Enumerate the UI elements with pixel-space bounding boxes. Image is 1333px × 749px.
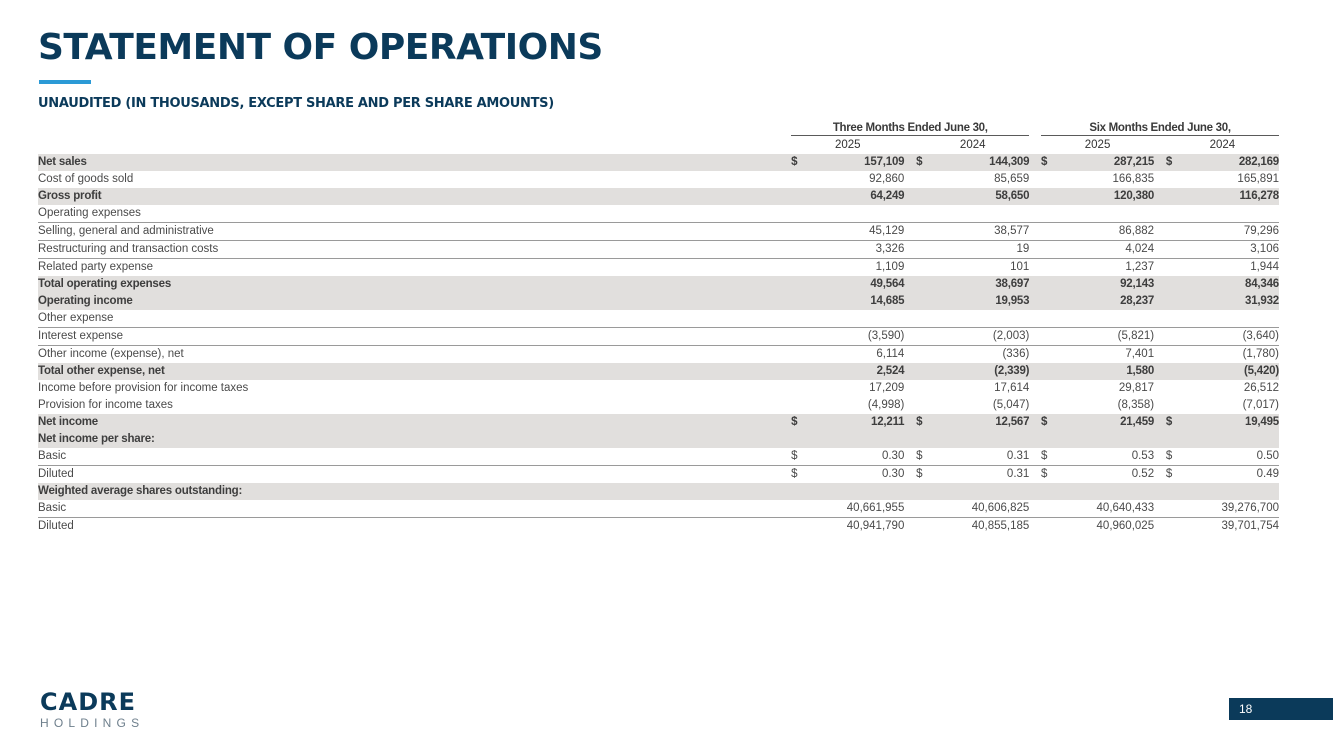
page-subtitle: UNAUDITED (IN THOUSANDS, EXCEPT SHARE AND PER SHARE AMOUNTS)	[38, 96, 554, 111]
currency-symbol	[1166, 380, 1184, 397]
row-label: Total other expense, net	[38, 363, 791, 380]
currency-symbol	[916, 241, 934, 259]
value-cell: 39,276,700	[1184, 500, 1279, 518]
row-label: Related party expense	[38, 261, 154, 273]
value-cell: 6,114	[876, 348, 905, 360]
currency-symbol	[1041, 188, 1059, 205]
value-cell: 19,495	[1184, 414, 1279, 431]
table-row	[38, 328, 1279, 346]
table-row	[38, 154, 1279, 171]
currency-symbol: $	[1166, 448, 1184, 466]
value-cell: (5,821)	[1059, 328, 1154, 346]
currency-symbol	[1166, 397, 1184, 414]
value-cell: 58,650	[934, 188, 1029, 205]
currency-symbol	[916, 431, 934, 448]
value-cell: (5,420)	[1184, 363, 1279, 380]
value-cell: 0.30	[881, 468, 905, 480]
table-row	[38, 310, 1279, 328]
currency-symbol	[1166, 346, 1184, 364]
currency-symbol	[791, 380, 809, 397]
value-cell	[809, 483, 904, 500]
value-cell: (336)	[1002, 348, 1030, 360]
currency-symbol	[916, 223, 934, 241]
currency-symbol: $	[1165, 468, 1173, 480]
row-label: Other expense	[38, 310, 791, 328]
table-row	[38, 466, 1279, 484]
value-cell: 31,932	[1184, 293, 1279, 310]
currency-symbol	[791, 397, 809, 414]
currency-symbol	[1166, 293, 1184, 310]
value-cell: 49,564	[809, 276, 904, 293]
currency-symbol	[1041, 500, 1059, 518]
currency-symbol	[1166, 259, 1184, 277]
year-header: 2024	[1209, 139, 1236, 151]
table-row	[38, 205, 1279, 223]
period-header-row	[38, 121, 1279, 136]
value-cell	[934, 483, 1029, 500]
row-label: Net income per share:	[38, 431, 791, 448]
table-row	[38, 293, 1279, 310]
currency-symbol	[791, 328, 809, 346]
currency-symbol	[1041, 518, 1059, 536]
currency-symbol	[1041, 293, 1059, 310]
value-cell: 40,661,955	[809, 500, 904, 518]
currency-symbol	[1041, 276, 1059, 293]
currency-symbol	[1041, 259, 1059, 277]
table-row	[38, 241, 1279, 259]
currency-symbol	[916, 346, 934, 364]
currency-symbol	[916, 171, 934, 188]
value-cell: 85,659	[994, 173, 1030, 185]
value-cell: 0.52	[1131, 468, 1155, 480]
value-cell: 101	[1010, 261, 1030, 273]
table-row	[38, 431, 1279, 448]
value-cell: 157,109	[809, 154, 904, 171]
value-cell: 40,960,025	[1096, 520, 1155, 532]
value-cell: (2,003)	[934, 328, 1029, 346]
value-cell: 0.49	[1256, 468, 1279, 480]
currency-symbol	[916, 310, 934, 328]
currency-symbol	[1166, 171, 1184, 188]
table-row	[38, 483, 1279, 500]
value-cell: 287,215	[1059, 154, 1154, 171]
currency-symbol	[791, 310, 809, 328]
currency-symbol	[791, 500, 809, 518]
currency-symbol: $	[1041, 154, 1059, 171]
value-cell: 64,249	[809, 188, 904, 205]
row-label: Income before provision for income taxes	[38, 382, 249, 394]
table-row	[38, 518, 1279, 536]
currency-symbol: $	[916, 414, 934, 431]
currency-symbol	[916, 363, 934, 380]
row-label: Other income (expense), net	[38, 348, 184, 360]
currency-symbol	[791, 171, 809, 188]
currency-symbol	[791, 205, 809, 223]
currency-symbol	[1166, 310, 1184, 328]
value-cell: 40,855,185	[971, 520, 1030, 532]
row-label: Restructuring and transaction costs	[38, 241, 791, 259]
value-cell	[934, 310, 1029, 328]
value-cell: (4,998)	[867, 399, 905, 411]
company-logo	[40, 690, 144, 730]
currency-symbol	[791, 518, 809, 536]
page-number: 18	[1229, 698, 1333, 720]
value-cell: 40,606,825	[934, 500, 1029, 518]
currency-symbol	[1041, 363, 1059, 380]
table-row	[38, 363, 1279, 380]
value-cell: 26,512	[1243, 382, 1279, 394]
value-cell: 1,580	[1059, 363, 1154, 380]
row-label: Diluted	[38, 468, 74, 480]
currency-symbol	[1166, 500, 1184, 518]
currency-symbol	[916, 188, 934, 205]
table-row	[38, 414, 1279, 431]
row-label: Gross profit	[38, 188, 791, 205]
value-cell: 12,211	[809, 414, 904, 431]
currency-symbol	[1041, 328, 1059, 346]
value-cell	[1184, 205, 1279, 223]
logo-wordmark: CADRE	[40, 688, 136, 716]
value-cell: 79,296	[1184, 223, 1279, 241]
currency-symbol: $	[791, 448, 809, 466]
currency-symbol	[791, 188, 809, 205]
value-cell: 1,237	[1125, 261, 1155, 273]
currency-symbol	[916, 293, 934, 310]
year-header: 2025	[1084, 139, 1111, 151]
currency-symbol	[1041, 171, 1059, 188]
value-cell: 0.30	[809, 448, 904, 466]
currency-symbol	[916, 500, 934, 518]
value-cell: 38,697	[934, 276, 1029, 293]
year-header: 2024	[959, 139, 986, 151]
value-cell: 0.31	[1006, 468, 1030, 480]
page-title: STATEMENT OF OPERATIONS	[38, 27, 603, 68]
currency-symbol	[1041, 223, 1059, 241]
row-label: Cost of goods sold	[38, 173, 134, 185]
value-cell: 17,614	[994, 382, 1030, 394]
currency-symbol	[1166, 276, 1184, 293]
currency-symbol	[916, 380, 934, 397]
currency-symbol	[1041, 483, 1059, 500]
value-cell: 0.50	[1184, 448, 1279, 466]
currency-symbol	[916, 483, 934, 500]
currency-symbol	[791, 223, 809, 241]
value-cell: (2,339)	[934, 363, 1029, 380]
value-cell: 120,380	[1059, 188, 1154, 205]
value-cell: 1,109	[875, 261, 905, 273]
value-cell: 3,326	[809, 241, 904, 259]
value-cell: 17,209	[869, 382, 905, 394]
row-label: Total operating expenses	[38, 276, 791, 293]
currency-symbol	[1166, 328, 1184, 346]
value-cell	[809, 310, 904, 328]
currency-symbol	[1041, 310, 1059, 328]
currency-symbol	[1041, 431, 1059, 448]
row-label: Provision for income taxes	[38, 399, 173, 411]
table-row	[38, 276, 1279, 293]
period-header-three-months: Three Months Ended June 30,	[791, 121, 1029, 136]
table-row	[38, 259, 1279, 277]
logo-subtext: HOLDINGS	[40, 716, 145, 730]
currency-symbol	[791, 431, 809, 448]
value-cell: 0.53	[1059, 448, 1154, 466]
row-label: Operating expenses	[38, 205, 791, 223]
currency-symbol	[1041, 205, 1059, 223]
currency-symbol	[1166, 188, 1184, 205]
currency-symbol: $	[916, 468, 923, 480]
currency-symbol	[791, 346, 809, 364]
row-label: Net income	[38, 414, 791, 431]
value-cell	[1184, 431, 1279, 448]
value-cell: 29,817	[1118, 382, 1155, 394]
row-label: Diluted	[38, 520, 74, 532]
table-row	[38, 500, 1279, 518]
currency-symbol	[791, 483, 809, 500]
value-cell: 7,401	[1125, 348, 1155, 360]
currency-symbol	[791, 241, 809, 259]
year-header: 2025	[834, 139, 861, 151]
value-cell	[1059, 310, 1154, 328]
currency-symbol: $	[1166, 414, 1184, 431]
currency-symbol	[916, 259, 934, 277]
currency-symbol	[791, 363, 809, 380]
currency-symbol	[791, 259, 809, 277]
value-cell: 92,143	[1059, 276, 1154, 293]
value-cell	[934, 431, 1029, 448]
value-cell: 84,346	[1184, 276, 1279, 293]
value-cell: 282,169	[1184, 154, 1279, 171]
value-cell: 0.31	[934, 448, 1029, 466]
value-cell: 165,891	[1237, 173, 1279, 185]
value-cell: 86,882	[1059, 223, 1154, 241]
currency-symbol	[1166, 205, 1184, 223]
currency-symbol	[1166, 241, 1184, 259]
value-cell	[934, 205, 1029, 223]
currency-symbol: $	[1166, 154, 1184, 171]
row-label: Interest expense	[38, 328, 791, 346]
year-header-row	[38, 136, 1279, 155]
row-label: Basic	[38, 500, 791, 518]
value-cell	[809, 431, 904, 448]
currency-symbol	[1041, 380, 1059, 397]
value-cell	[1059, 483, 1154, 500]
currency-symbol: $	[916, 448, 934, 466]
currency-symbol	[1041, 241, 1059, 259]
value-cell	[1184, 310, 1279, 328]
value-cell: (3,590)	[809, 328, 904, 346]
currency-symbol	[1166, 223, 1184, 241]
currency-symbol: $	[791, 154, 809, 171]
currency-symbol	[791, 276, 809, 293]
value-cell: 92,860	[869, 173, 905, 185]
value-cell	[1184, 483, 1279, 500]
value-cell: 19	[934, 241, 1029, 259]
table-row	[38, 397, 1279, 414]
value-cell: 28,237	[1059, 293, 1154, 310]
period-header-six-months: Six Months Ended June 30,	[1041, 121, 1279, 136]
value-cell: (1,780)	[1242, 348, 1279, 360]
value-cell: 45,129	[809, 223, 904, 241]
value-cell: (5,047)	[992, 399, 1030, 411]
value-cell: 19,953	[934, 293, 1029, 310]
statement-table	[38, 121, 1279, 535]
currency-symbol	[916, 276, 934, 293]
currency-symbol: $	[1041, 448, 1059, 466]
table-row	[38, 346, 1279, 364]
value-cell: 14,685	[809, 293, 904, 310]
table-row	[38, 448, 1279, 466]
row-label: Net sales	[38, 154, 791, 171]
value-cell: 116,278	[1184, 188, 1279, 205]
row-label: Operating income	[38, 293, 791, 310]
row-label: Weighted average shares outstanding:	[38, 483, 791, 500]
value-cell	[809, 205, 904, 223]
value-cell: 1,944	[1250, 261, 1279, 273]
table-row	[38, 171, 1279, 188]
value-cell: 166,835	[1112, 173, 1155, 185]
value-cell: 4,024	[1059, 241, 1154, 259]
table-row	[38, 380, 1279, 397]
value-cell: 3,106	[1184, 241, 1279, 259]
currency-symbol	[1041, 397, 1059, 414]
value-cell: (8,358)	[1117, 399, 1155, 411]
currency-symbol: $	[1041, 468, 1048, 480]
currency-symbol	[916, 518, 934, 536]
value-cell: 144,309	[934, 154, 1029, 171]
title-accent-bar	[39, 80, 91, 84]
currency-symbol	[916, 397, 934, 414]
currency-symbol: $	[916, 154, 934, 171]
value-cell: (7,017)	[1242, 399, 1279, 411]
currency-symbol	[1166, 518, 1184, 536]
value-cell	[1059, 431, 1154, 448]
value-cell: 40,640,433	[1059, 500, 1154, 518]
value-cell: 2,524	[809, 363, 904, 380]
value-cell: 12,567	[934, 414, 1029, 431]
table-row	[38, 188, 1279, 205]
value-cell: 40,941,790	[846, 520, 905, 532]
currency-symbol	[916, 205, 934, 223]
value-cell: (3,640)	[1184, 328, 1279, 346]
currency-symbol	[916, 328, 934, 346]
currency-symbol	[1166, 363, 1184, 380]
currency-symbol	[1166, 431, 1184, 448]
currency-symbol	[1166, 483, 1184, 500]
currency-symbol: $	[791, 468, 798, 480]
currency-symbol	[1041, 346, 1059, 364]
table-row	[38, 223, 1279, 241]
value-cell	[1059, 205, 1154, 223]
row-label: Basic	[38, 448, 791, 466]
value-cell: 21,459	[1059, 414, 1154, 431]
currency-symbol	[791, 293, 809, 310]
value-cell: 38,577	[934, 223, 1029, 241]
row-label: Selling, general and administrative	[38, 223, 791, 241]
currency-symbol: $	[1041, 414, 1059, 431]
value-cell: 39,701,754	[1221, 520, 1279, 532]
currency-symbol: $	[791, 414, 809, 431]
